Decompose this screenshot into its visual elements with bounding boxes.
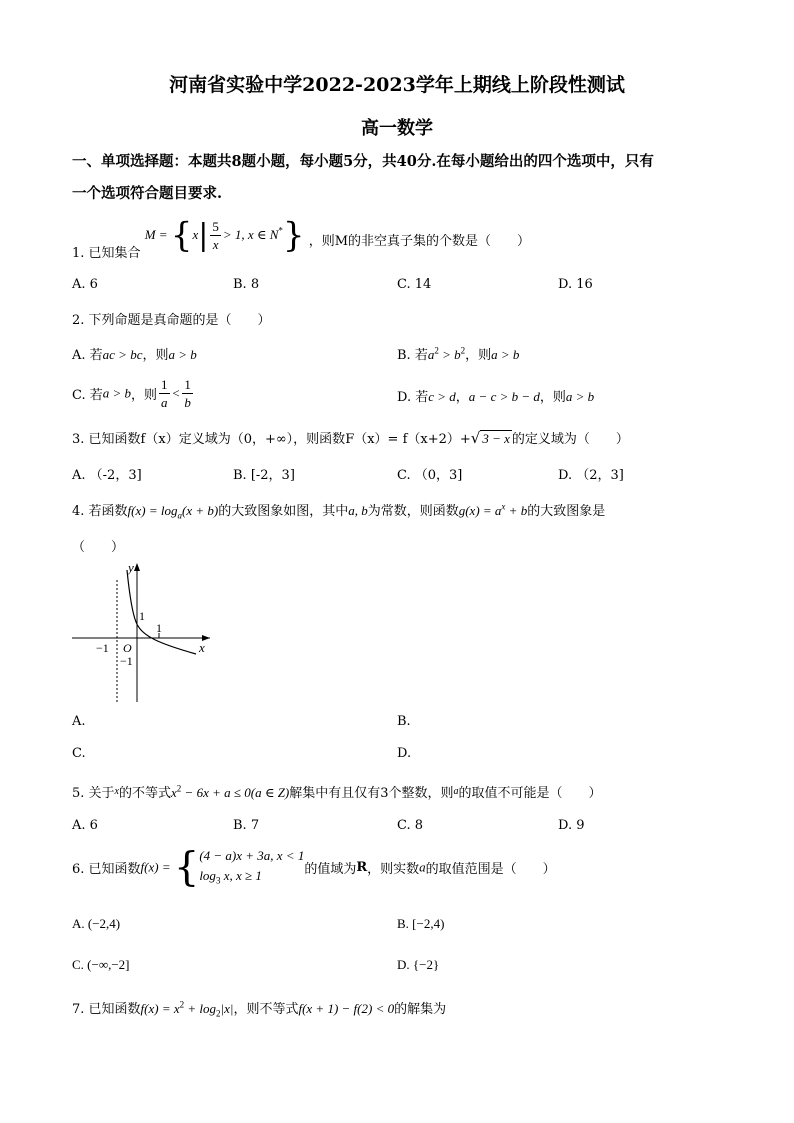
q6-option-d[interactable]: D. {−2} bbox=[397, 957, 440, 972]
section-heading-line2: 一个选项符合题目要求. bbox=[72, 185, 223, 202]
q1-option-b[interactable]: B. 8 bbox=[233, 277, 260, 292]
graph-label-x1: 1 bbox=[156, 621, 162, 635]
q4-option-c[interactable]: C. bbox=[72, 746, 86, 761]
q6-cases: (4 − a)x + 3a, x < 1 $\log_3 x$, x ≥ 1 bbox=[199, 848, 305, 886]
graph-label-x: x bbox=[199, 640, 205, 655]
q1-option-a[interactable]: A. 6 bbox=[72, 277, 98, 292]
question-4: 4. 若函数$f(x) = \log_a(x + b)$的大致图象如图，其中a, b为常数，则函数$g(x) = a^x + b$的大致图象是 bbox=[72, 501, 606, 521]
q1-option-d[interactable]: D. 16 bbox=[558, 277, 593, 292]
q3-option-b[interactable]: B. [-2，3] bbox=[233, 468, 295, 483]
q6-left-brace: { bbox=[173, 844, 200, 891]
q5-option-b[interactable]: B. 7 bbox=[233, 818, 260, 833]
question-6: 6. 已知函数f(x) = { (4 − a)x + 3a, x < 1 $\log_3 x$, x ≥ 1 的值域为R，则实数a的取值范围是（ ） bbox=[72, 844, 556, 891]
question-2: 2. 下列命题是真命题的是（ ） bbox=[72, 313, 271, 328]
graph-label-y: y bbox=[128, 560, 134, 575]
question-7: 7. 已知函数$f(x) = x^2 + \log_2|x|$，则不等式f(x + 1) − f(2) < 0的解集为 bbox=[72, 999, 447, 1019]
sqrt-icon: √ bbox=[470, 429, 481, 447]
q2-c-frac2: $\frac{1}{b}$ bbox=[184, 377, 191, 410]
q1-number: 1. 已知集合 bbox=[72, 246, 141, 261]
q2-option-c[interactable]: C. 若a > b，则 $\frac{1}{a}$ < $\frac{1}{b}$ bbox=[72, 377, 191, 410]
q3-sqrt-body: 3 − x bbox=[482, 431, 510, 446]
q1-left-brace: { bbox=[170, 215, 193, 256]
q1-option-c[interactable]: C. 14 bbox=[397, 277, 432, 292]
q2-option-a[interactable]: A. 若ac > bc，则a > b bbox=[72, 347, 197, 363]
q1-bar: | bbox=[198, 218, 209, 253]
q4-log-graph bbox=[72, 560, 212, 705]
q5-option-c[interactable]: C. 8 bbox=[397, 818, 424, 833]
page-subtitle: 高一数学 bbox=[361, 118, 433, 139]
q6-option-b[interactable]: B. [−2,4) bbox=[397, 916, 445, 931]
question-3: 3. 已知函数f（x）定义域为（0，+∞），则函数F（x）= f（x+2）+√ 3 − x 的定义域为（ ） bbox=[72, 429, 629, 447]
y-axis-arrow-icon bbox=[134, 563, 140, 571]
q1-set: M = {x| $\frac{5}{x}$ > 1, x ∈ N*} bbox=[144, 215, 305, 256]
q4-option-a[interactable]: A. bbox=[72, 714, 86, 729]
q5-option-d[interactable]: D. 9 bbox=[558, 818, 585, 833]
q1-right-brace: } bbox=[282, 215, 305, 256]
page-title: 河南省实验中学2022-2023学年上期线上阶段性测试 bbox=[169, 74, 625, 96]
q2-c-frac1: $\frac{1}{a}$ bbox=[161, 377, 168, 410]
q5-option-a[interactable]: A. 6 bbox=[72, 818, 98, 833]
q1-fraction: $\frac{5}{x}$ bbox=[212, 219, 219, 252]
question-5: 5. 关于$^x$的不等式$x^2 - 6x + a \le 0(a$ ∈ Z)解集中有且仅有3个整数，则$^a$的取值不可能是（ ） bbox=[72, 783, 602, 801]
q3-option-a[interactable]: A. （-2，3] bbox=[72, 468, 142, 483]
graph-label-neg1-x: −1 bbox=[96, 641, 109, 655]
graph-label-origin: O bbox=[123, 641, 132, 655]
graph-label-neg1-y: −1 bbox=[120, 654, 133, 668]
q6-option-c[interactable]: C. (−∞,−2] bbox=[72, 957, 130, 972]
question-4-paren: （ ） bbox=[72, 540, 125, 555]
q1-set-var: x bbox=[192, 227, 199, 242]
q3-option-d[interactable]: D. （2，3] bbox=[558, 468, 624, 483]
q2-option-b[interactable]: B. 若$a^2 > b^2$，则a > b bbox=[397, 345, 520, 363]
q1-set-lhs: M = bbox=[144, 227, 171, 242]
q1-condition: > 1, x ∈ N bbox=[222, 227, 279, 242]
question-1 bbox=[72, 215, 531, 261]
q1-tail: ，则M的非空真子集的个数是（ ） bbox=[308, 234, 531, 249]
q3-option-c[interactable]: C. （0，3] bbox=[397, 468, 463, 483]
q6-option-a[interactable]: A. (−2,4) bbox=[72, 916, 121, 931]
q4-option-d[interactable]: D. bbox=[397, 746, 412, 761]
q4-option-b[interactable]: B. bbox=[397, 714, 411, 729]
q2-option-d[interactable]: D. 若c > d，a − c > b − d，则a > b bbox=[397, 389, 595, 405]
graph-label-y1: 1 bbox=[139, 609, 145, 623]
section-heading-line1: 一、单项选择题：本题共8题小题，每小题5分，共40分.在每小题给出的四个选项中，只有 bbox=[72, 153, 654, 170]
